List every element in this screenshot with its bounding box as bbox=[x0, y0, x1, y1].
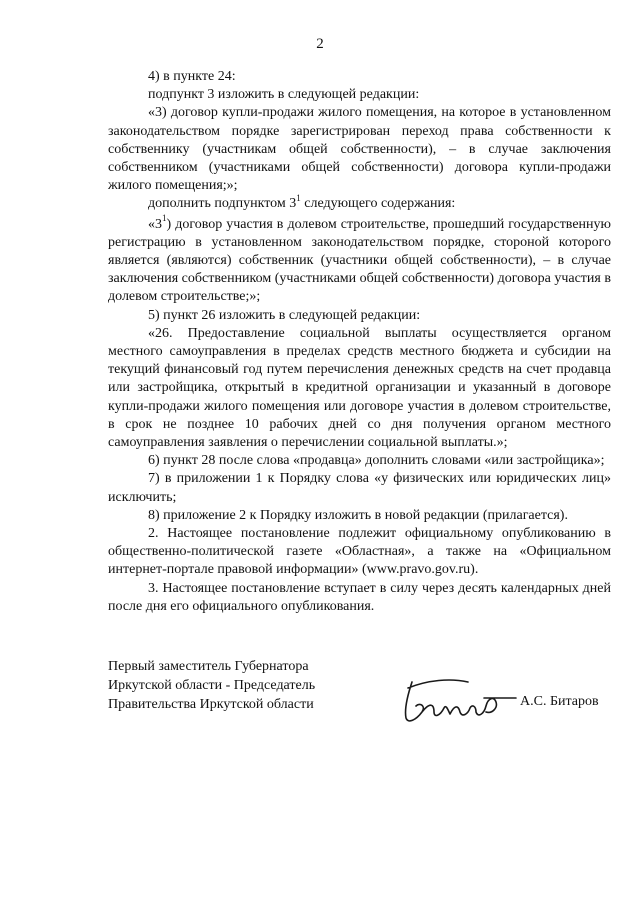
paragraph: 3. Настоящее постановление вступает в силу через десять календарных дней после дня его официального опубликования. bbox=[108, 580, 611, 614]
paragraph: 4) в пункте 24: bbox=[148, 69, 236, 84]
signatory-title-line: Первый заместитель Губернатора bbox=[108, 659, 309, 674]
paragraph: 6) пункт 28 после слова «продавца» дополнить словами «или застройщика»; bbox=[148, 453, 605, 469]
document-body bbox=[108, 68, 611, 616]
signatory-title-line: Иркутской области - Председатель bbox=[108, 677, 316, 693]
paragraph: подпункт 3 изложить в следующей редакции: bbox=[148, 87, 420, 103]
paragraph: 5) пункт 26 изложить в следующей редакции: bbox=[148, 307, 421, 323]
superscript: 1 bbox=[296, 192, 301, 203]
paragraph: 2. Настоящее постановление подлежит официальному опубликованию в общественно-политической газете «Областная», а также на «Официальном интернет-портале правовой информации» (www.pravo.gov.ru). bbox=[108, 526, 611, 578]
signatory-title-line: Правительства Иркутской области bbox=[108, 696, 314, 712]
paragraph: 8) приложение 2 к Порядку изложить в новой редакции (прилагается). bbox=[148, 507, 568, 523]
paragraph: дополнить подпунктом $3^1$ следующего содержания: bbox=[148, 192, 456, 212]
signatory-name: А.С. Битаров bbox=[520, 694, 599, 709]
paragraph: «3) договор купли-продажи жилого помещения, на которое в установленном законодательством порядке зарегистрирован переход права собственности к собственнику (участникам общей собственности), – в случае заключения собственником (участниками общей собственности) договора купли-продажи жилого помещения;»; bbox=[108, 105, 611, 194]
superscript: 1 bbox=[162, 212, 167, 223]
page-number: 2 bbox=[316, 36, 324, 52]
paragraph: «$3^1$) договор участия в долевом строительстве, прошедший государственную регистрацию в установленном законодательством порядке, стороной которого является (являются) собственник (участники общей собственности), – в случае заключения собственником (участниками общей собственности) договора участия в долевом строительстве;»; bbox=[108, 212, 611, 305]
handwritten-signature bbox=[398, 668, 518, 726]
paragraph: 7) в приложении 1 к Порядку слова «у физических или юридических лиц» исключить; bbox=[108, 471, 611, 505]
signatory-title bbox=[108, 658, 368, 714]
paragraph: «26. Предоставление социальной выплаты осуществляется органом местного самоуправления в пределах средств местного бюджета и субсидии на текущий финансовый год путем перечисления денежных средств на счет продавца или застройщика, открытый в кредитной организации и указанный в договоре купли-продажи жилого помещения или договоре участия в долевом строительстве, в срок не позднее 10 рабочих дней со дня получения органом местного самоуправления заявления о перечислении социальной выплаты.»; bbox=[108, 325, 611, 451]
